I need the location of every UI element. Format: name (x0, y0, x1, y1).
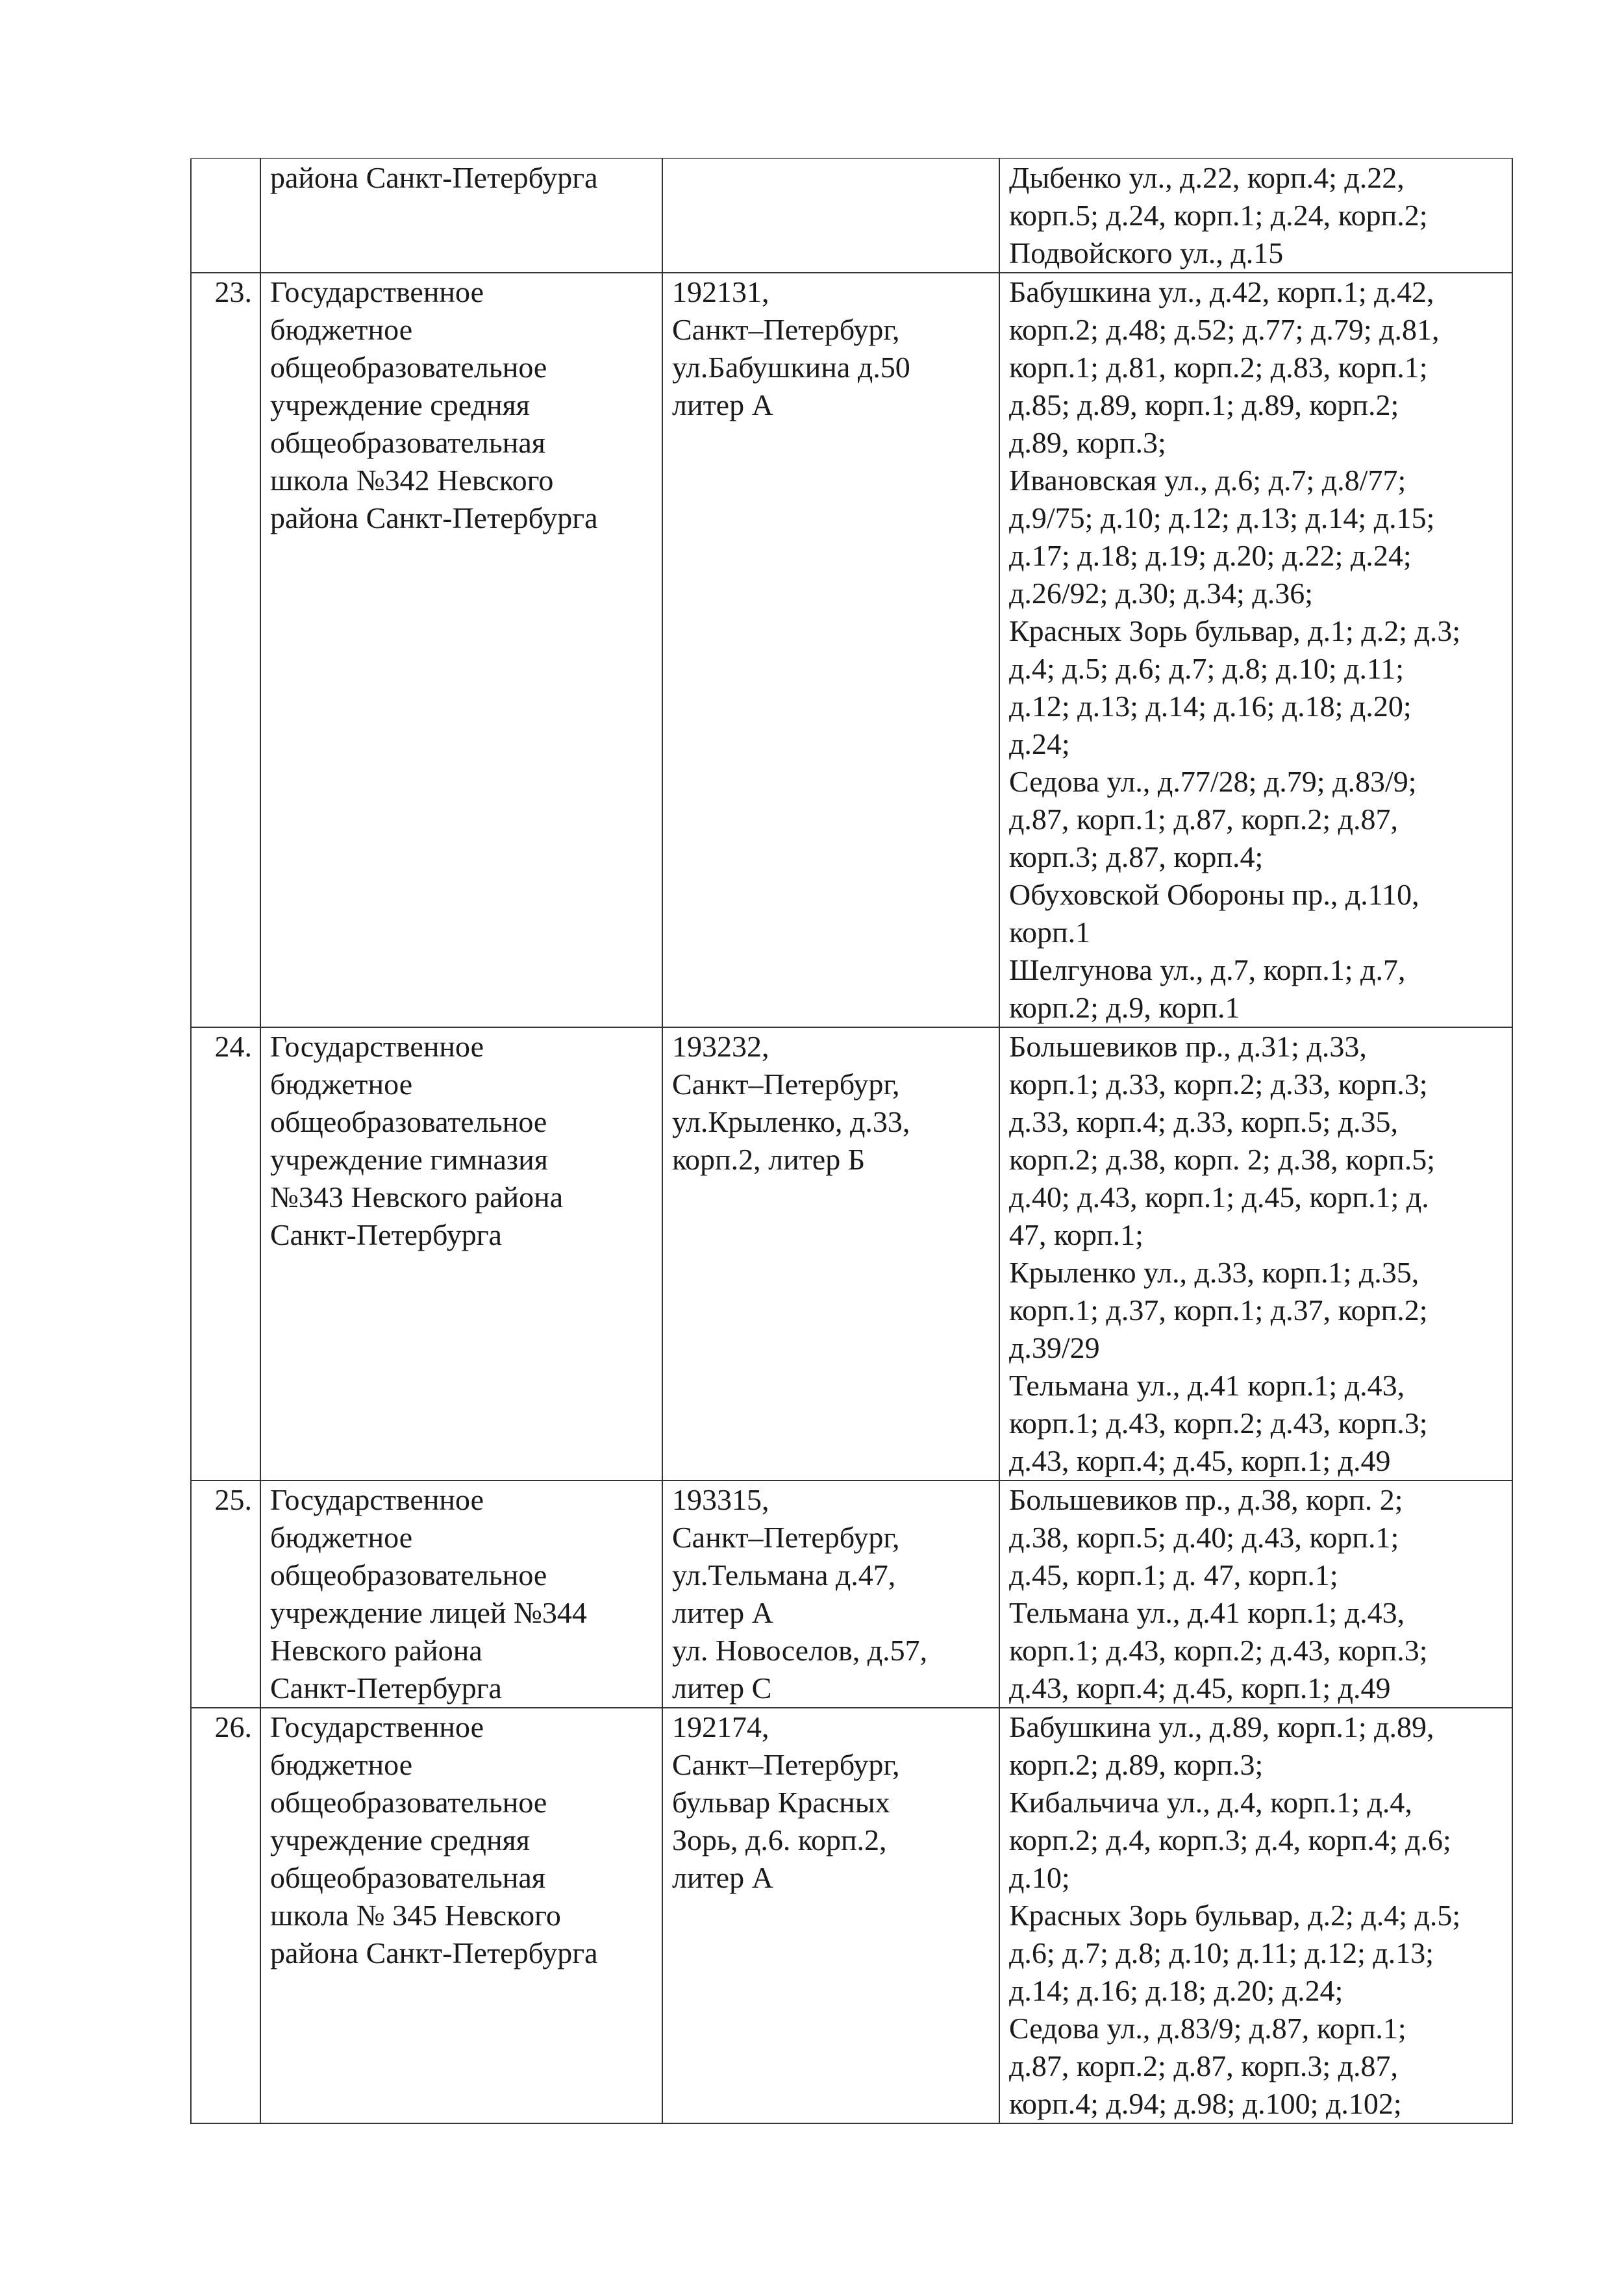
school-address: 192174, Санкт–Петербург, бульвар Красных Зорь, д.6. корп.2, литер А (662, 1708, 999, 2123)
school-name: Государственное бюджетное общеобразовательное учреждение лицей №344 Невского района Санкт-Петербурга (260, 1481, 662, 1708)
school-name: Государственное бюджетное общеобразовательное учреждение средняя общеобразовательная школа № 345 Невского района Санкт-Петербурга (260, 1708, 662, 2123)
schools-table (190, 158, 1513, 2124)
school-name: Государственное бюджетное общеобразовательное учреждение гимназия №343 Невского района Санкт-Петербурга (260, 1027, 662, 1481)
school-address: 193232, Санкт–Петербург, ул.Крыленко, д.33, корп.2, литер Б (662, 1027, 999, 1481)
row-number: 24. (191, 1027, 260, 1481)
assigned-territory: Бабушкина ул., д.89, корп.1; д.89, корп.2; д.89, корп.3; Кибальчича ул., д.4, корп.1; д.4, корп.2; д.4, корп.3; д.4, корп.4; д.6; д.10; Красных Зорь бульвар, д.2; д.4; д.5; д.6; д.7; д.8; д.10; д.11; д.12; д.13; д.14; д.16; д.18; д.20; д.24; Седова ул., д.83/9; д.87, корп.1; д.87, корп.2; д.87, корп.3; д.87, корп.4; д.94; д.98; д.100; д.102; (999, 1708, 1512, 2123)
school-address: 192131, Санкт–Петербург, ул.Бабушкина д.50 литер А (662, 273, 999, 1027)
school-name: района Санкт-Петербурга (260, 158, 662, 273)
table-row (191, 1708, 1512, 2123)
assigned-territory: Большевиков пр., д.31; д.33, корп.1; д.33, корп.2; д.33, корп.3; д.33, корп.4; д.33, корп.5; д.35, корп.2; д.38, корп. 2; д.38, корп.5; д.40; д.43, корп.1; д.45, корп.1; д. 47, корп.1; Крыленко ул., д.33, корп.1; д.35, корп.1; д.37, корп.1; д.37, корп.2; д.39/29 Тельмана ул., д.41 корп.1; д.43, корп.1; д.43, корп.2; д.43, корп.3; д.43, корп.4; д.45, корп.1; д.49 (999, 1027, 1512, 1481)
table-row (191, 1027, 1512, 1481)
assigned-territory: Дыбенко ул., д.22, корп.4; д.22, корп.5; д.24, корп.1; д.24, корп.2; Подвойского ул., д.15 (999, 158, 1512, 273)
table-row (191, 1481, 1512, 1708)
school-name: Государственное бюджетное общеобразовательное учреждение средняя общеобразовательная школа №342 Невского района Санкт-Петербурга (260, 273, 662, 1027)
assigned-territory: Большевиков пр., д.38, корп. 2; д.38, корп.5; д.40; д.43, корп.1; д.45, корп.1; д. 47, корп.1; Тельмана ул., д.41 корп.1; д.43, корп.1; д.43, корп.2; д.43, корп.3; д.43, корп.4; д.45, корп.1; д.49 (999, 1481, 1512, 1708)
table-row (191, 273, 1512, 1027)
assigned-territory: Бабушкина ул., д.42, корп.1; д.42, корп.2; д.48; д.52; д.77; д.79; д.81, корп.1; д.81, корп.2; д.83, корп.1; д.85; д.89, корп.1; д.89, корп.2; д.89, корп.3; Ивановская ул., д.6; д.7; д.8/77; д.9/75; д.10; д.12; д.13; д.14; д.15; д.17; д.18; д.19; д.20; д.22; д.24; д.26/92; д.30; д.34; д.36; Красных Зорь бульвар, д.1; д.2; д.3; д.4; д.5; д.6; д.7; д.8; д.10; д.11; д.12; д.13; д.14; д.16; д.18; д.20; д.24; Седова ул., д.77/28; д.79; д.83/9; д.87, корп.1; д.87, корп.2; д.87, корп.3; д.87, корп.4; Обуховской Обороны пр., д.110, корп.1 Шелгунова ул., д.7, корп.1; д.7, корп.2; д.9, корп.1 (999, 273, 1512, 1027)
row-number: 23. (191, 273, 260, 1027)
row-number (191, 158, 260, 273)
table-row (191, 158, 1512, 273)
school-address (662, 158, 999, 273)
school-address: 193315, Санкт–Петербург, ул.Тельмана д.47, литер А ул. Новоселов, д.57, литер С (662, 1481, 999, 1708)
row-number: 26. (191, 1708, 260, 2123)
row-number: 25. (191, 1481, 260, 1708)
